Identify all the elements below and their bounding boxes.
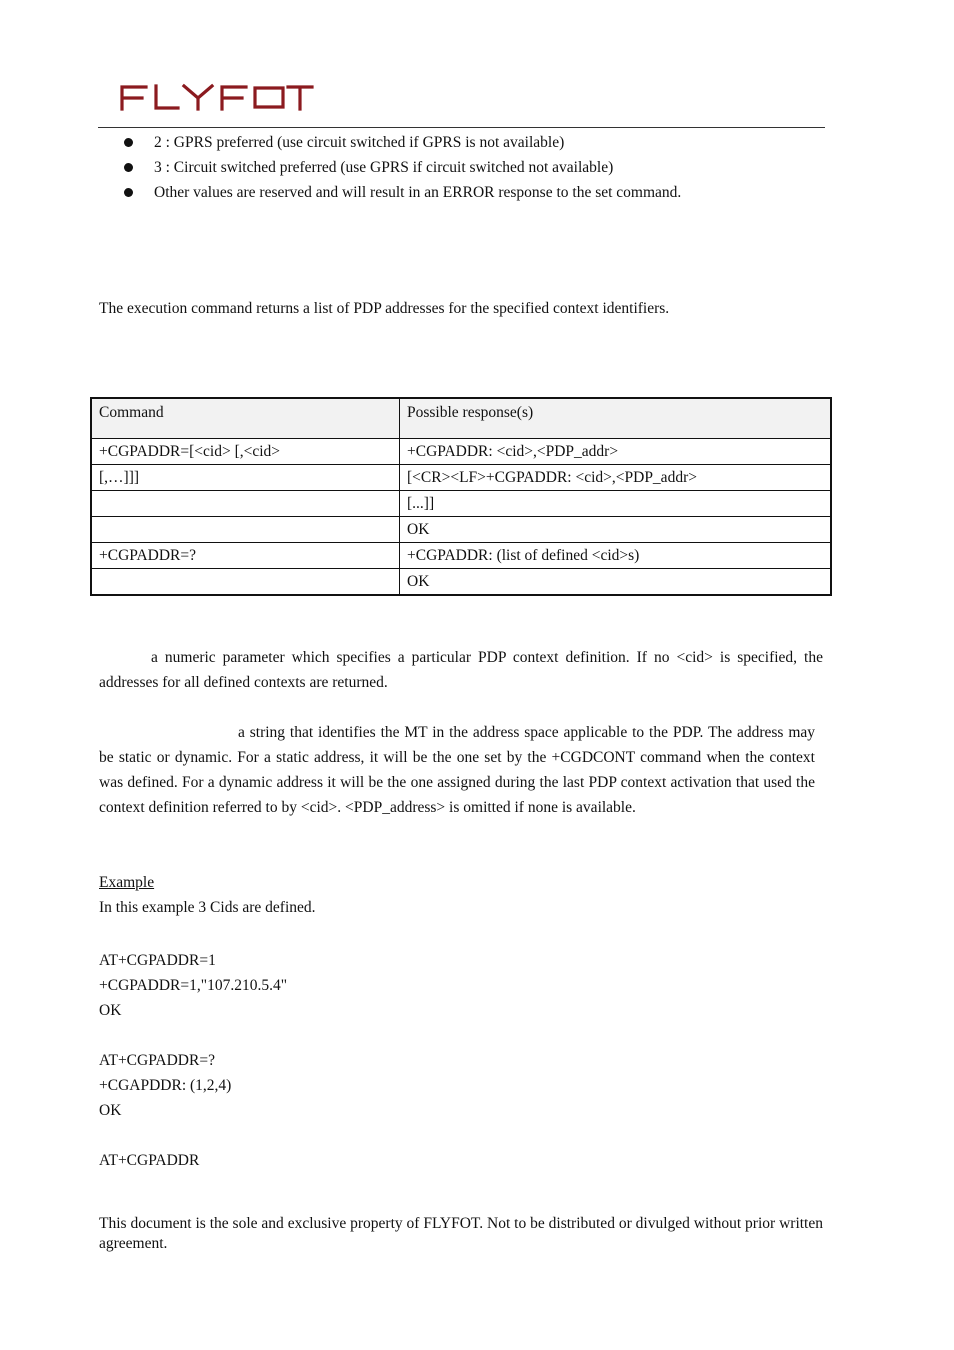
command-table xyxy=(90,397,832,596)
table-cell: [...]] xyxy=(400,491,832,517)
table-cell xyxy=(91,517,400,543)
list-item: Other values are reserved and will result in an ERROR response to the set command. xyxy=(122,180,822,205)
table-cell: OK xyxy=(400,569,832,596)
table-row xyxy=(91,465,831,491)
example-intro: In this example 3 Cids are defined. xyxy=(99,899,316,916)
flyfot-logo xyxy=(118,82,314,112)
table-row xyxy=(91,569,831,596)
example-line: OK xyxy=(99,1002,122,1019)
table-header-row xyxy=(91,398,831,439)
bullet-icon xyxy=(124,138,133,147)
table-cell xyxy=(91,491,400,517)
example-heading: Example xyxy=(99,874,155,891)
table-cell: [,…]]] xyxy=(91,465,400,491)
command-description: The execution command returns a list of PDP addresses for the specified context identifiers. xyxy=(99,300,670,317)
table-row xyxy=(91,517,831,543)
list-item: 2 : GPRS preferred (use circuit switched if GPRS is not available) xyxy=(122,130,822,155)
example-line: AT+CGPADDR=? xyxy=(99,1052,215,1069)
example-line: OK xyxy=(99,1102,122,1119)
table-cell: +CGPADDR: <cid>,<PDP_addr> xyxy=(400,439,832,465)
bullet-icon xyxy=(124,163,133,172)
table-row xyxy=(91,491,831,517)
list-item: 3 : Circuit switched preferred (use GPRS if circuit switched not available) xyxy=(122,155,822,180)
example-line: AT+CGPADDR xyxy=(99,1152,200,1169)
table-row xyxy=(91,439,831,465)
table-cell: +CGPADDR=[<cid> [,<cid> xyxy=(91,439,400,465)
table-cell: +CGPADDR=? xyxy=(91,543,400,569)
table-cell: [<CR><LF>+CGPADDR: <cid>,<PDP_addr> xyxy=(400,465,832,491)
table-cell: +CGPADDR: (list of defined <cid>s) xyxy=(400,543,832,569)
table-row xyxy=(91,543,831,569)
pdp-address-parameter-description: a string that identifies the MT in the address space applicable to the PDP. The address may be static or dynamic. For a static address, it will be the one set by the +CGDCONT command when the context was defined. For a dynamic address it will be the one assigned during the last PDP context activation that used the context definition referred to by <cid>. <PDP_address> is omitted if none is available. xyxy=(99,724,815,816)
column-header-response: Possible response(s) xyxy=(400,398,832,439)
table-cell xyxy=(91,569,400,596)
example-line: AT+CGPADDR=1 xyxy=(99,952,216,969)
footer-disclaimer: This document is the sole and exclusive property of FLYFOT. Not to be distributed or divulged without prior written agreement. xyxy=(99,1215,823,1252)
column-header-command: Command xyxy=(91,398,400,439)
value-list xyxy=(122,130,822,205)
header-divider xyxy=(98,127,825,128)
cid-parameter-description: a numeric parameter which specifies a particular PDP context definition. If no <cid> is specified, the addresses for all defined contexts are returned. xyxy=(99,649,823,691)
example-line: +CGAPDDR: (1,2,4) xyxy=(99,1077,232,1094)
table-cell: OK xyxy=(400,517,832,543)
bullet-icon xyxy=(124,188,133,197)
example-line: +CGPADDR=1,"107.210.5.4" xyxy=(99,977,288,994)
